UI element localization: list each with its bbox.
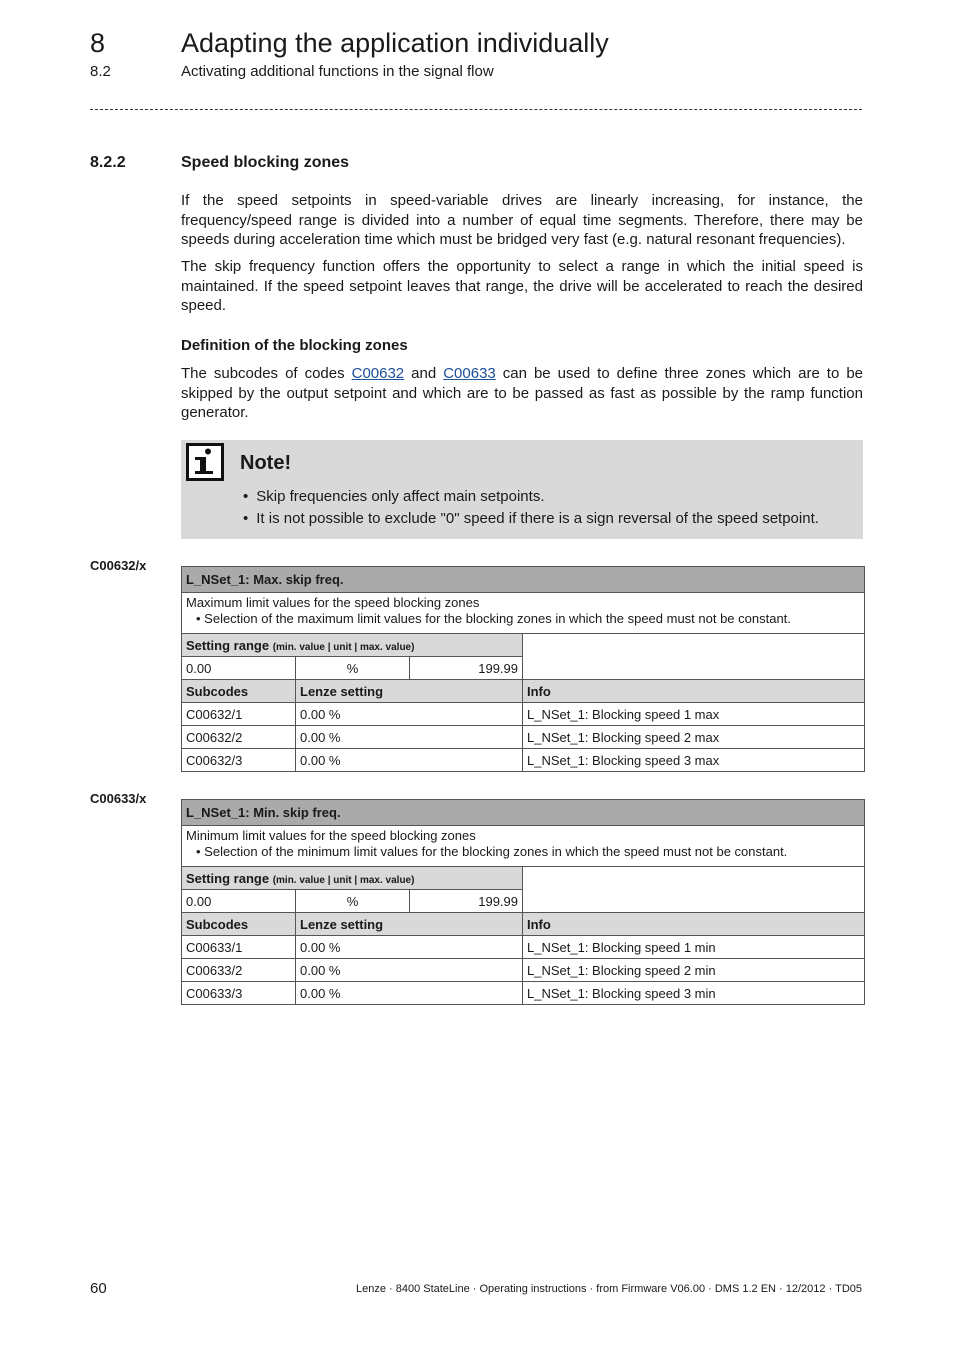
empty-cell [523,634,865,680]
footer-text: Lenze · 8400 StateLine · Operating instructions · from Firmware V06.00 · DMS 1.2 EN · 12/2012 · TD05 [355,1283,862,1295]
subcode-cell: C00633/1 [182,936,296,959]
range-min: 0.00 [182,657,296,680]
range-note: (min. value | unit | max. value) [272,874,415,886]
chapter-title: Adapting the application individually [181,28,609,58]
info-cell: L_NSet_1: Blocking speed 3 max [523,749,865,772]
paragraph-text: can be used to define three zones which are to be skipped by the output setpoint and which are to be passed as fast as possible by the ramp function generator. [181,365,863,421]
paragraph-skip-function: The skip frequency function offers the opportunity to select a range in which the initial speed is maintained. If the speed setpoint leaves that range, the drive will be accelerated to reach the desired speed. [181,258,863,314]
paragraph-intro: If the speed setpoints in speed-variable drives are linearly increasing, for instance, the frequency/speed range is divided into a number of equal time segments. Therefore, there may be speeds during acceleration time which must be bridged very fast (e.g. natural resonant frequencies). [181,192,863,248]
setting-range-label [182,867,523,890]
range-unit: % [296,890,410,913]
description-line: Maximum limit values for the speed blocking zones [186,595,480,610]
range-max: 199.99 [410,657,523,680]
section-title: Speed blocking zones [181,154,350,171]
range-label: Setting range [186,870,270,886]
subcode-cell: C00632/1 [182,703,296,726]
paragraph-definition [181,364,863,423]
table-description [182,593,865,634]
info-cell: L_NSet_1: Blocking speed 2 max [523,726,865,749]
code-label-c00633: C00633/x [90,791,147,806]
col-info: Info [523,680,865,703]
parameter-table-c00632 [181,566,865,772]
range-note: (min. value | unit | max. value) [272,641,415,653]
col-lenze-setting: Lenze setting [296,913,523,936]
note-box [181,440,863,539]
col-lenze-setting: Lenze setting [296,680,523,703]
table-description [182,826,865,867]
paragraph-text: The subcodes of codes [181,365,352,382]
subcode-cell: C00632/2 [182,726,296,749]
description-line: Minimum limit values for the speed blocking zones [186,828,476,843]
link-c00633[interactable]: C00633 [443,365,496,382]
note-list [243,486,819,530]
table-row [182,936,865,959]
info-cell: L_NSet_1: Blocking speed 2 min [523,959,865,982]
col-subcodes: Subcodes [182,913,296,936]
table-title: L_NSet_1: Min. skip freq. [182,800,865,826]
description-bullet: • Selection of the maximum limit values for the blocking zones in which the speed must not be constant. [196,611,791,626]
range-unit: % [296,657,410,680]
chapter-number: 8 [90,28,106,58]
subcode-cell: C00633/3 [182,982,296,1005]
table-row [182,959,865,982]
note-title: Note! [240,452,292,474]
subheading-blocking-zones: Definition of the blocking zones [181,337,408,354]
setting-range-label [182,634,523,657]
info-cell: L_NSet_1: Blocking speed 3 min [523,982,865,1005]
setting-cell: 0.00 % [296,703,523,726]
table-row [182,749,865,772]
subcode-cell: C00633/2 [182,959,296,982]
col-subcodes: Subcodes [182,680,296,703]
setting-cell: 0.00 % [296,726,523,749]
paragraph-text: and [404,365,444,382]
subchapter-title: Activating additional functions in the signal flow [181,63,494,80]
page-number: 60 [90,1280,107,1297]
table-row [182,703,865,726]
subcode-cell: C00632/3 [182,749,296,772]
setting-cell: 0.00 % [296,959,523,982]
description-bullet: • Selection of the minimum limit values for the blocking zones in which the speed must not be constant. [196,844,788,859]
section-number: 8.2.2 [90,154,126,171]
link-c00632[interactable]: C00632 [351,365,405,382]
empty-cell [523,867,865,913]
setting-cell: 0.00 % [296,936,523,959]
table-row [182,982,865,1005]
col-info: Info [523,913,865,936]
range-label: Setting range [186,637,270,653]
info-icon [186,443,224,481]
parameter-table-c00633 [181,799,865,1005]
note-item: • It is not possible to exclude "0" speed if there is a sign reversal of the speed setpoint. [243,508,819,530]
code-label-c00632: C00632/x [90,558,147,573]
setting-cell: 0.00 % [296,982,523,1005]
range-min: 0.00 [182,890,296,913]
setting-cell: 0.00 % [296,749,523,772]
header-divider [90,109,862,110]
table-title: L_NSet_1: Max. skip freq. [182,567,865,593]
subchapter-number: 8.2 [90,63,111,80]
info-cell: L_NSet_1: Blocking speed 1 min [523,936,865,959]
range-max: 199.99 [410,890,523,913]
table-row [182,726,865,749]
info-cell: L_NSet_1: Blocking speed 1 max [523,703,865,726]
note-item: • Skip frequencies only affect main setpoints. [243,486,819,508]
